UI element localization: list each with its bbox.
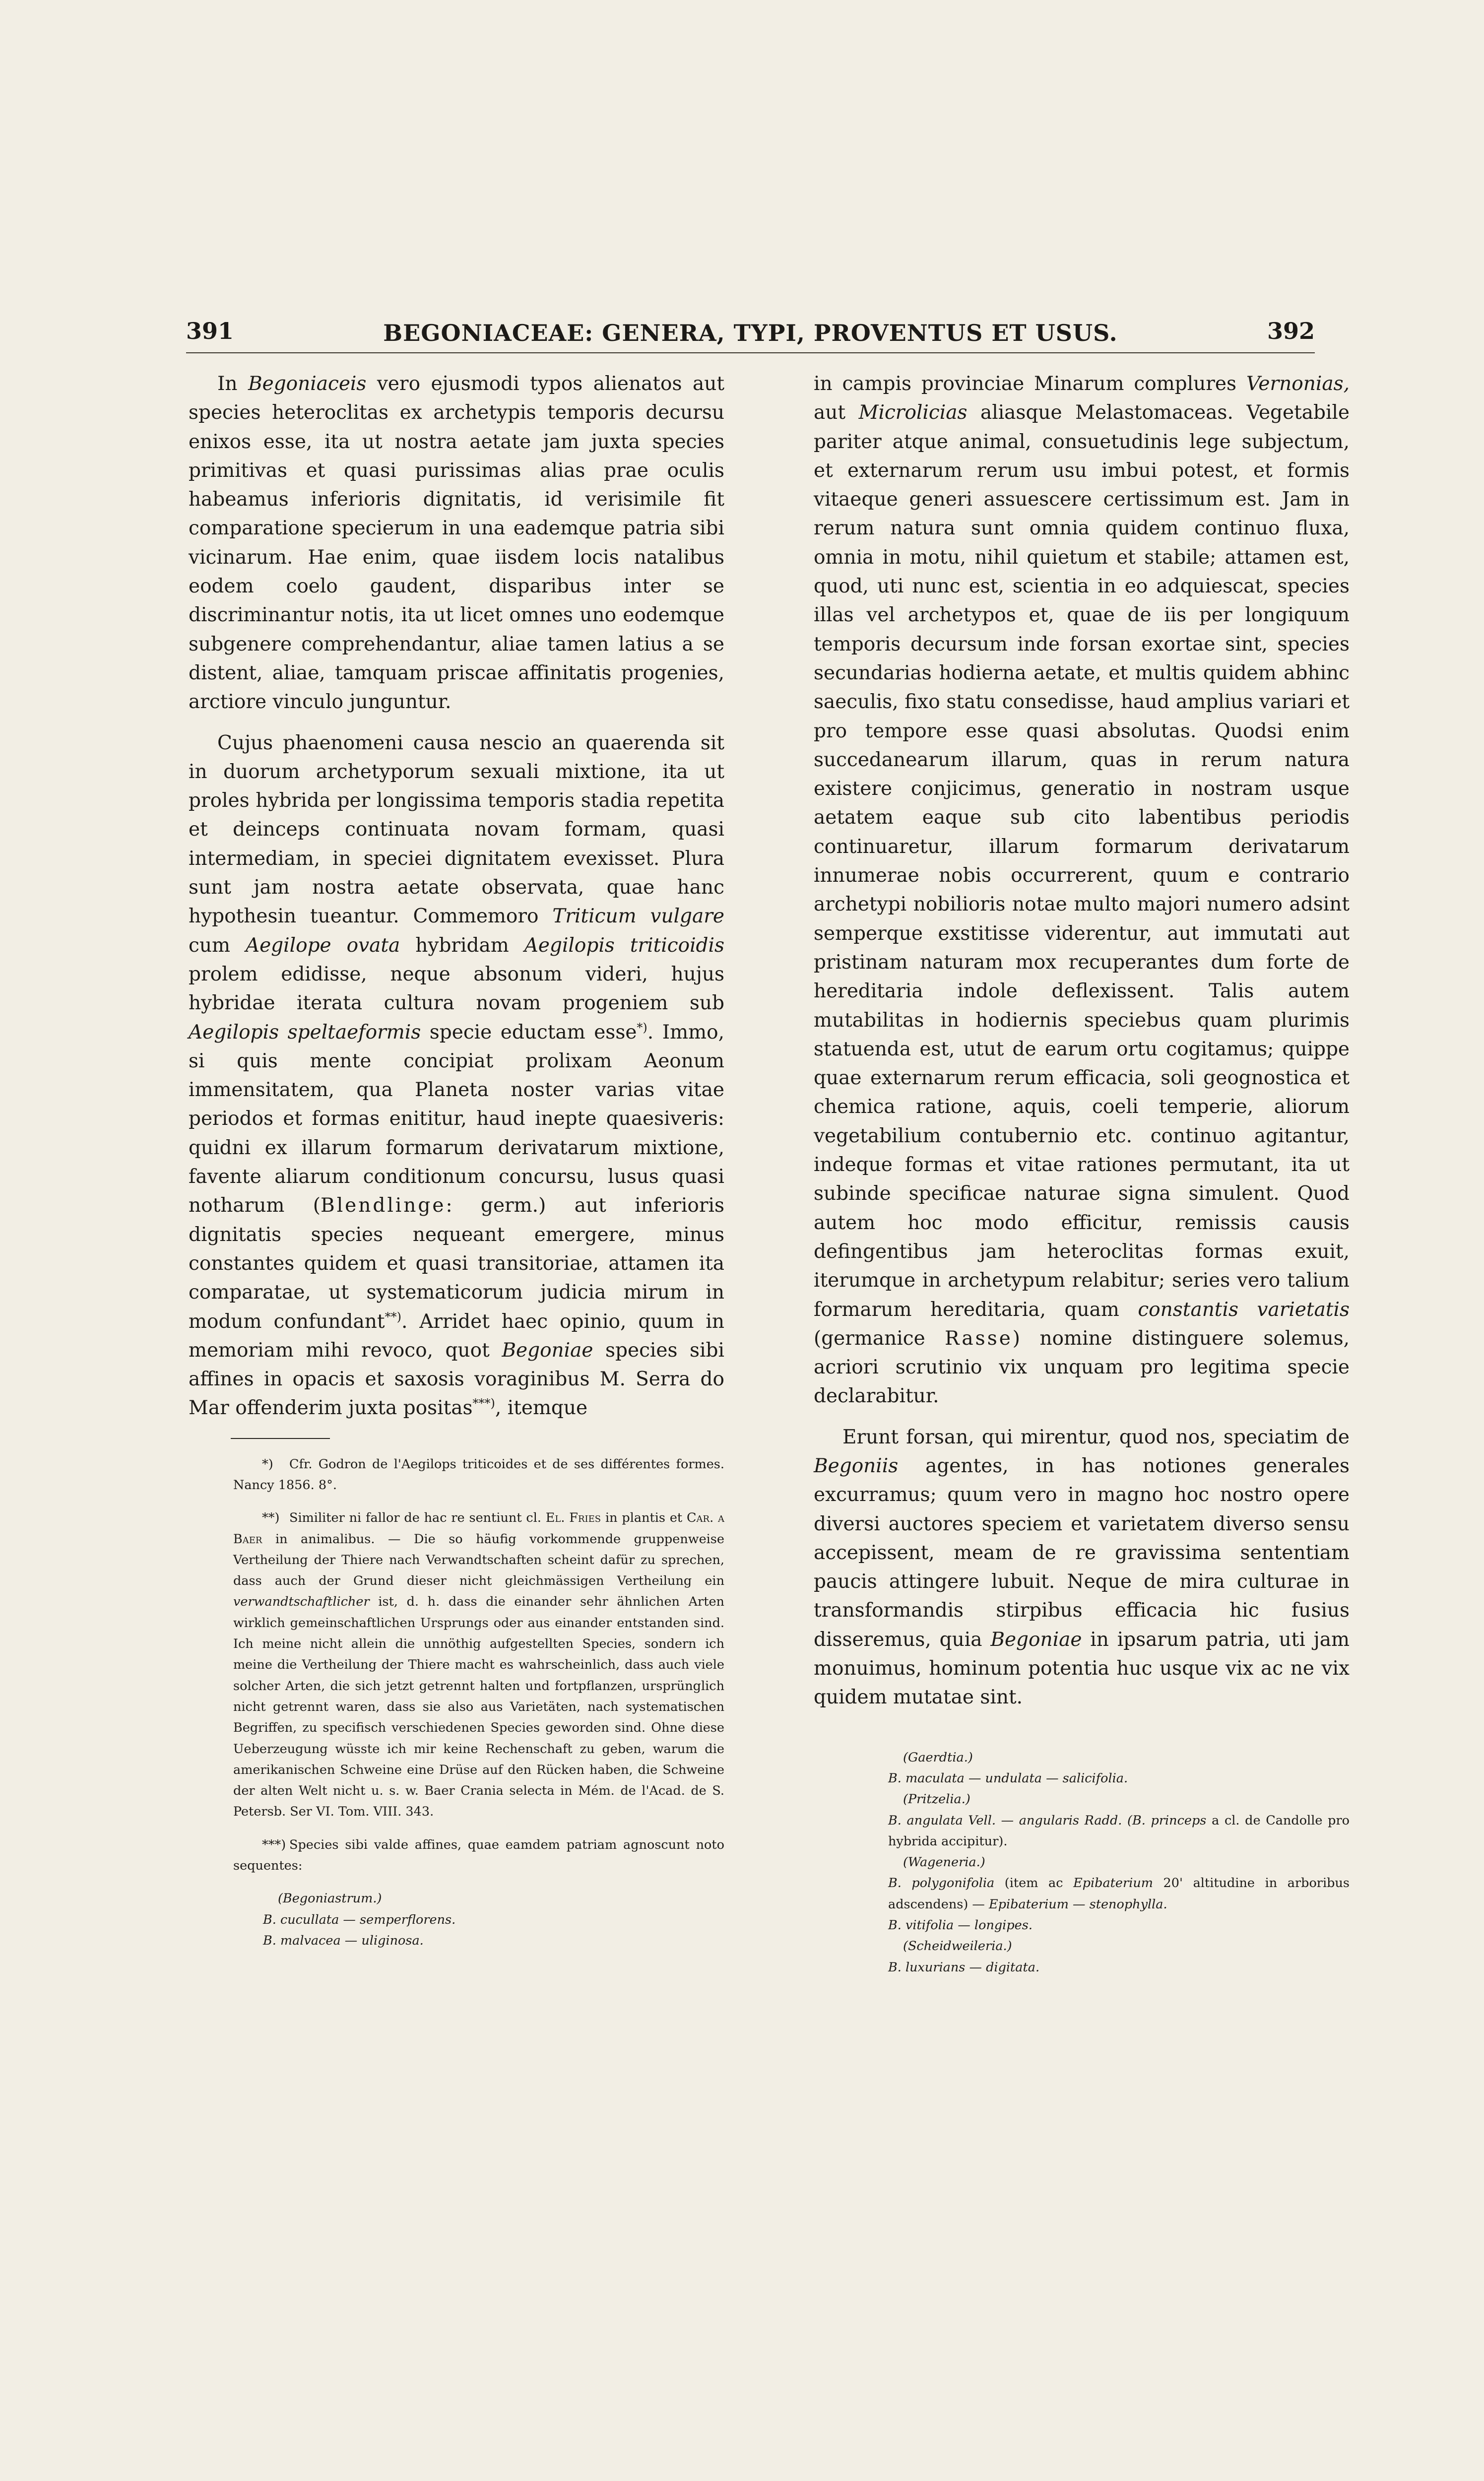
list-item: B. polygonifolia (item ac Epibaterium 20' altitudine in arboribus adscendens) — Epibaterium — stenophylla. — [888, 1876, 1350, 1912]
list-item: B. vitifolia — longipes. — [888, 1918, 1032, 1933]
footnote-ref: ***) — [472, 1396, 495, 1411]
footnote-3-list — [189, 1888, 724, 1951]
paragraph: In Begoniaceis vero ejusmodi typos alienatos aut species heteroclitas ex archetypis temporis decursu enixos esse, ita ut nostra aetate jam juxta species primitivas et quasi purissimas alias prae oculis habeamus inferioris dignitatis, id verisimile fit comparatione specierum in una eademque patria sibi vicinarum. Hae enim, quae iisdem locis natalibus eodem coelo gaudent, disparibus inter se discriminantur notis, ita ut licet omnes uno eodemque subgenere comprehendantur, aliae tamen latius a se distent, aliae, tamquam priscae affinitatis progenies, arctiore vinculo junguntur. — [189, 373, 724, 714]
list-item: (Gaerdtia.) — [903, 1750, 973, 1765]
page-number-right: 392 — [1267, 318, 1315, 344]
footnote-ref: **) — [385, 1309, 401, 1324]
page-number-left: 391 — [186, 318, 234, 344]
footnote-1: *) Cfr. Godron de l'Aegilops triticoides et de ses différentes formes. Nancy 1856. 8°. — [233, 1456, 724, 1493]
footnote-divider — [231, 1438, 330, 1439]
list-item: (Wageneria.) — [903, 1855, 985, 1870]
list-item: B. cucullata — semperflorens. — [263, 1912, 456, 1927]
list-item: (Pritzelia.) — [903, 1792, 970, 1807]
paragraph: Erunt forsan, qui mirentur, quod nos, speciatim de Begoniis agentes, in has notiones generales excurramus; quum vero in magno hoc nostro opere diversi auctores speciem et varietatem diverso sensu accepissent, meam de re gravissima sententiam paucis attingere lubuit. Neque de mira culturae in transformandis stirpibus efficacia hic fusius disseremus, quia Begoniae in ipsarum patria, uti jam monuimus, hominum potentia huc usque vix ac ne vix quidem mutatae sint. — [814, 1426, 1350, 1709]
list-item: (Begoniastrum.) — [278, 1891, 382, 1906]
footnote-ref: *) — [637, 1020, 647, 1035]
paragraph: in campis provinciae Minarum complures Vernonias, aut Microlicias aliasque Melastomaceas. Vegetabile pariter atque animal, consuetudinis lege subjectum, et externarum rerum usu imbui potest, et formis vitaeque generi assuescere certissimum est. Jam in rerum natura sunt omnia quidem continuo fluxa, omnia in motu, nihil quietum et stabile; attamen est, quod, uti nunc est, scientia in eo adquiescat, species illas vel archetypos et, quae de iis per longiquum temporis decursum inde forsan exortae sint, species secundarias hodierna aetate, et multis quidem abhinc saeculis, fixo statu consedisse, haud amplius variari et pro tempore esse quasi absolutas. Quodsi enim succedanearum illarum, quas in rerum natura existere conjicimus, generatio in nostram usque aetatem eaque sub cito labentibus periodis continuaretur, illarum formarum derivatarum innumerae nobis occurrerent, quum e contrario archetypi nobilioris notae multo majori numero adsint semperque exstitisse viderentur, aut immutati aut pristinam naturam mox recuperantes dum forte de hereditaria indole deflexissent. Talis autem mutabilitas in hodiernis speciebus quam plurimis statuenda est, utut de earum ortu cogitamus; quippe quae externarum rerum efficacia, soli geognostica et chemica ratione, aquis, coeli temperie, aliorum vegetabilium contubernio etc. continuo agitantur, indeque formas et vitae rationes permutant, ita ut subinde specificae naturae signa simulent. Quod autem hoc modo efficitur, remissis causis defingentibus jam heteroclitas formas exuit, iterumque in archetypum relabitur; series vero talium formarum hereditaria, quam constantis varietatis (germanice Rasse) nomine distinguere solemus, acriori scrutinio vix unquam pro legitima specie declarabitur. — [814, 373, 1350, 1408]
right-column — [814, 370, 1350, 1978]
running-header — [186, 318, 1315, 353]
list-item: B. angulata Vell. — angularis Radd. (B. princeps a cl. de Candolle pro hybrida accipitur). — [888, 1813, 1350, 1849]
running-title: BEGONIACEAE: GENERA, TYPI, PROVENTUS ET USUS. — [383, 320, 1118, 346]
footnote-3: ***) Species sibi valde affines, quae eamdem patriam agnoscunt noto sequentes: — [233, 1837, 724, 1874]
list-item: B. luxurians — digitata. — [888, 1959, 1040, 1975]
left-column — [189, 370, 724, 1951]
species-list — [814, 1747, 1350, 1978]
list-item: B. malvacea — uliginosa. — [263, 1933, 424, 1948]
paragraph: Cujus phaenomeni causa nescio an quaerenda sit in duorum archetyporum sexuali mixtione, ita ut proles hybrida per longissima temporis stadia repetita et deinceps continuata novam formam, quasi intermediam, in speciei dignitatem evexisset. Plura sunt jam nostra aetate observata, quae hanc hypothesin tueantur. Commemoro Triticum vulgare cum Aegilope ovata hybridam Aegilopis triticoidis prolem edidisse, neque absonum videri, hujus hybridae iterata cultura novam progeniem sub Aegilopis speltaeformis specie eductam esse*). Immo, si quis mente concipiat prolixam Aeonum immensitatem, qua Planeta noster varias vitae periodos et formas enititur, haud inepte quaesiveris: quidni ex illarum formarum derivatarum mixtione, favente aliarum conditionum concursu, lusus quasi notharum (Blendlinge: germ.) aut inferioris dignitatis species nequeant emergere, minus constantes quidem et quasi transitoriae, attamen ita comparatae, ut systematicorum judicia mirum in modum confundant**). Arridet haec opinio, quum in memoriam mihi revoco, quot Begoniae species sibi affines in opacis et saxosis voraginibus M. Serra do Mar offenderim juxta positas***), itemque — [189, 731, 724, 1420]
list-item: B. maculata — undulata — salicifolia. — [888, 1770, 1128, 1786]
footnote-2: **) Similiter ni fallor de hac re sentiunt cl. El. Fries in plantis et Car. a Baer in animalibus. — Die so häufig vorkommende gruppenweise Vertheilung der Thiere nach Verwandtschaften scheint dafür zu sprechen, dass auch der Grund dieser nicht gleichmässigen Vertheilung ein verwandtschaftlicher ist, d. h. dass die einander sehr ähnlichen Arten wirklich gemeinschaftlichen Ursprungs oder aus einander entstanden sind. Ich meine nicht allein die unnöthig aufgestellten Species, sondern ich meine die Vertheilung der Thiere macht es wahrscheinlich, dass auch viele solcher Arten, die sich jetzt getrennt halten und fortpflanzen, ursprünglich nicht getrennt waren, dass sie also aus Varietäten, nach systematischen Begriffen, zu specifisch verschiedenen Species geworden sind. Ohne diese Ueberzeugung wüsste ich mir keine Rechenschaft zu geben, warum die amerikanischen Schweine eine Drüse auf den Rücken haben, die Schweine der alten Welt nicht u. s. w. Baer Crania selecta in Mém. de l'Acad. de S. Petersb. Ser VI. Tom. VIII. 343. — [233, 1510, 725, 1820]
list-item: (Scheidweileria.) — [903, 1939, 1012, 1954]
